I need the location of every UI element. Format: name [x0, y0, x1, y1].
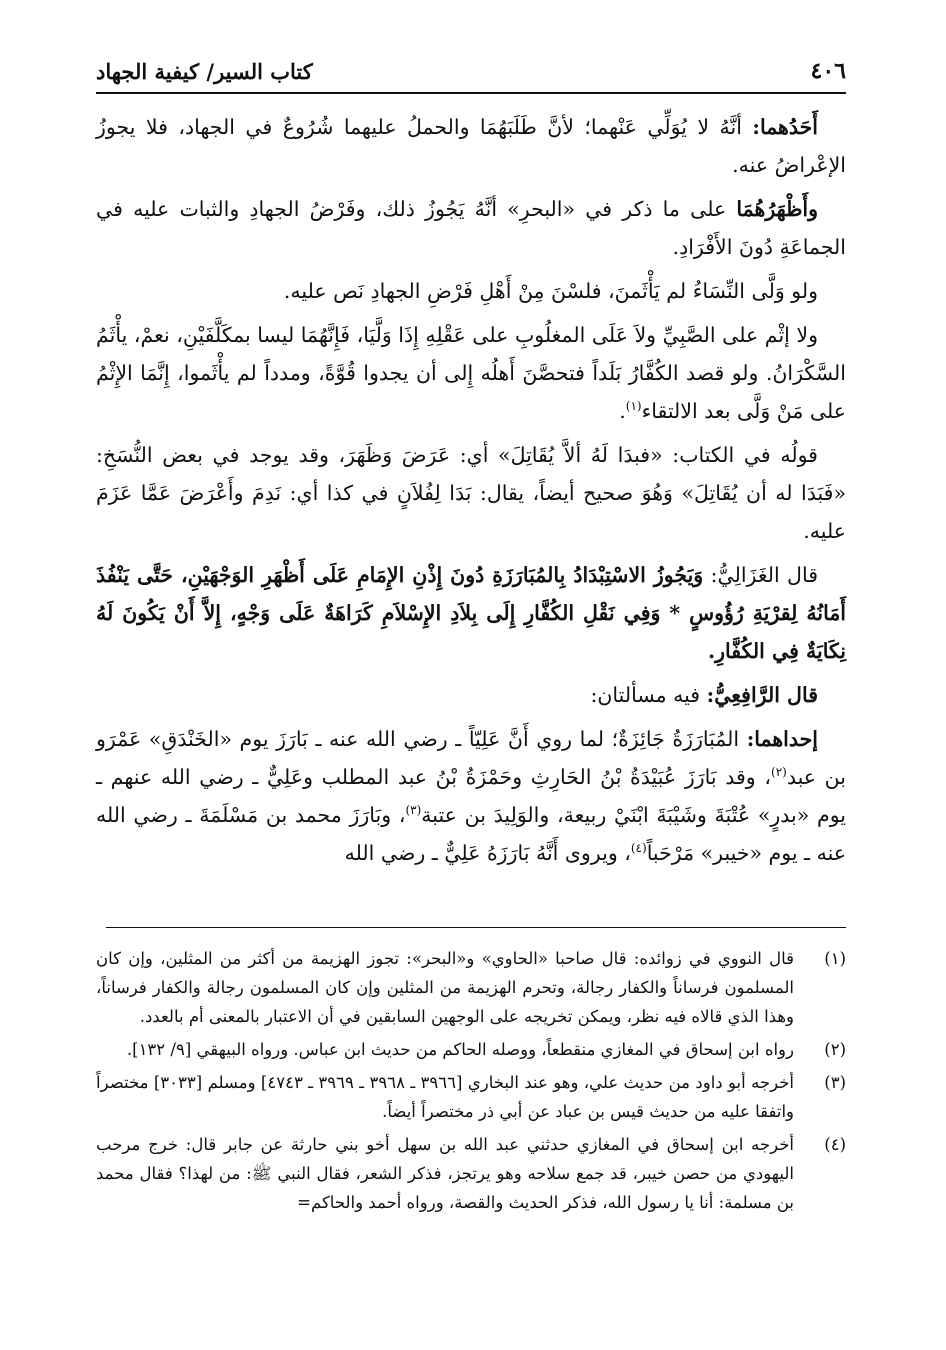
footnote-number: (٢)	[824, 1040, 846, 1059]
paragraph-2-text: على ما ذكر في «البحرِ» أنَّهُ يَجُوزُ ذلك، وفَرْضُ الجهادِ والثبات عليه في الجماعَةِ دُونَ الأَفْرَادِ.	[96, 197, 846, 259]
paragraph-8-label: إحداهما:	[746, 727, 818, 751]
paragraph-8-text-d: ، ويروى أَنَّهُ بَارَزَهُ عَلِيٌّ ـ رضي الله	[344, 841, 631, 865]
paragraph-4-text: ولا إثْم على الصَّبِيِّ ولاَ عَلَى المغلُوبِ على عَقْلِهِ إِذَا وَلَّيَا، فَإِنَّهُمَا ليسا بمكَلَّفَيْنِ، نعمْ، يأْثَمُ السَّكْرَانُ. ولو قصد الكُفَّارُ بَلَداً فتحصَّنَ أَهلُه إِلى أن يجدوا قُوَّةً، ومدداً لم يأْثَموا، إِنَّمَا الإِثْمُ على مَنْ وَلَّى بعد الالتقاء	[96, 323, 846, 423]
footnote-text: قال النووي في زوائده: قال صاحبا «الحاوي» و«البحر»: تجوز الهزيمة من أكثر من المثلين، وإن كان المسلمون فرساناً والكفار رجالة، وتحرم الهزيمة من المثلين وإن كان المسلمون رجالة والكفار فرساناً، وهذا الذي قالاه فيه نظر، ويمكن تخريجه على الوجهين السابقين في أن الاعتبار بالمعنى أم بالعدد.	[96, 949, 794, 1026]
running-header	[96, 50, 846, 94]
running-title: كتاب السير/ كيفية الجهاد	[96, 58, 313, 84]
footnote-ref-1[interactable]: (١)	[625, 399, 642, 414]
paragraph-3: ولو وَلَّى النِّسَاءُ لم يَأْثَمنَ، فلسْنَ مِنْ أَهْلِ فَرْضِ الجهادِ نَص عليه.	[283, 279, 818, 303]
footnote-ref-3[interactable]: (٣)	[405, 803, 422, 818]
footnote-2	[96, 1035, 846, 1064]
paragraph-2-label: وأَظْهَرُهُمَا	[736, 197, 818, 221]
footnote-4	[96, 1130, 846, 1217]
paragraph-8-text-b: ، وقد بَارَزَ عُبَيْدَةُ بْنُ الحَارِثِ وحَمْزَةُ بْنُ عبد المطلب وعَلِيٌّ ـ رضي الله عنهم ـ يوم «بدرٍ» عُتْبَةَ وشَيْبَةَ ابْنَيْ ربيعة، والوَلِيدَ بن عتبة	[96, 765, 846, 827]
footnote-number: (٣)	[824, 1073, 846, 1092]
paragraph-2	[96, 190, 846, 266]
footnote-ref-2[interactable]: (٢)	[771, 765, 787, 780]
paragraph-6	[96, 556, 846, 670]
paragraph-4-end: .	[619, 399, 626, 423]
main-text	[96, 108, 846, 878]
page-number: ٤٠٦	[810, 58, 846, 84]
footnote-text: أخرجه أبو داود من حديث علي، وهو عند البخاري [٣٩٦٦ ـ ٣٩٦٨ ـ ٣٩٦٩ ـ ٤٧٤٣] ومسلم [٣٠٣٣] مختصراً واتفقا عليه من حديث قيس بن عباد عن أبي ذر مختصراً أيضاً.	[96, 1073, 795, 1121]
paragraph-7	[96, 676, 846, 714]
footnote-number: (٤)	[824, 1135, 846, 1154]
footnote-3	[96, 1068, 846, 1126]
paragraph-1	[96, 108, 846, 184]
paragraph-8-text-a: المُبَارَزَةُ جَائِزَةٌ؛ لما روي أَنَّ عَلِيّاً ـ رضي الله عنه ـ بَارَزَ يوم «الخَنْدَقِ» عَمْرَو بن عبد	[96, 727, 846, 789]
footnote-number: (١)	[824, 949, 846, 968]
footnote-ref-4[interactable]: (٤)	[630, 841, 647, 856]
matn-text: وَيَجُوزُ الاسْتِبْدَادُ بِالمُبَارَزَةِ دُونَ إِذْنِ الإِمَامِ عَلَى أَظْهَرِ الوَجْهَيْنِ، حَتَّى يَنْفُذَ أَمَانُهُ لِقرْيَةِ رُؤُوسٍ * وَفِي نَقْلِ الكُفَّارِ إِلَى بِلاَدِ الإِسْلاَمِ كَرَاهَةٌ عَلَى وَجْهٍ، إِلاَّ أَنْ يَكُونَ لَهُ نِكَايَةٌ فِي الكُفَّارِ.	[96, 563, 846, 663]
paragraph-1-text: أنَّهُ لا يُوَلِّي عَنْهما؛ لأنَّ طَلَبَهُمَا والحملُ عليهما شُرُوعٌ في الجهاد، فلا يجوزُ الإعْراضُ عنه.	[96, 115, 846, 177]
footnote-1	[96, 944, 846, 1031]
paragraph-8	[96, 720, 846, 872]
ghazali-intro: قال الغَزَالِيُّ:	[703, 563, 818, 587]
paragraph-5: قولُه في الكتاب: «فبدَا لَهُ ألاَّ يُقَاتِلَ» أي: عَرَضَ وَظَهَرَ، وقد يوجد في بعض النُّسَخِ: «فَبَدَا له أن يُقَاتِلَ» وَهُوَ صحيح أيضاً، يقال: بَدَا لِفُلاَنٍ في كذا أي: نَدِمَ وأَعْرَضَ عَمَّا عَزَمَ عليه.	[96, 443, 846, 543]
rafii-text: فيه مسألتان:	[590, 683, 707, 707]
footnote-text: رواه ابن إسحاق في المغازي منقطعاً، ووصله الحاكم من حديث ابن عباس. ورواه البيهقي [٩/ ١٣٢].	[126, 1040, 794, 1059]
footnotes	[96, 944, 846, 1221]
footnote-separator	[106, 927, 846, 928]
rafii-label: قال الرَّافِعِيُّ:	[706, 683, 818, 707]
paragraph-1-label: أَحَدُهما:	[752, 115, 818, 139]
paragraph-8-text-c: ، وبَارَزَ محمد بن مَسْلَمَةَ ـ رضي الله عنه ـ يوم «خيبر» مَرْحَباً	[96, 803, 846, 865]
paragraph-4	[96, 316, 846, 430]
footnote-text: أخرجه ابن إسحاق في المغازي حدثني عبد الله بن سهل أخو بني حارثة عن جابر قال: خرج مرحب اليهودي من حصن خيبر، قد جمع سلاحه وهو يرتجز، فذكر الشعر، فقال النبي ﷺ: من لهذا؟ فقال محمد بن مسلمة: أنا يا رسول الله، فذكر الحديث والقصة، ورواه أحمد والحاكم=	[96, 1135, 794, 1212]
